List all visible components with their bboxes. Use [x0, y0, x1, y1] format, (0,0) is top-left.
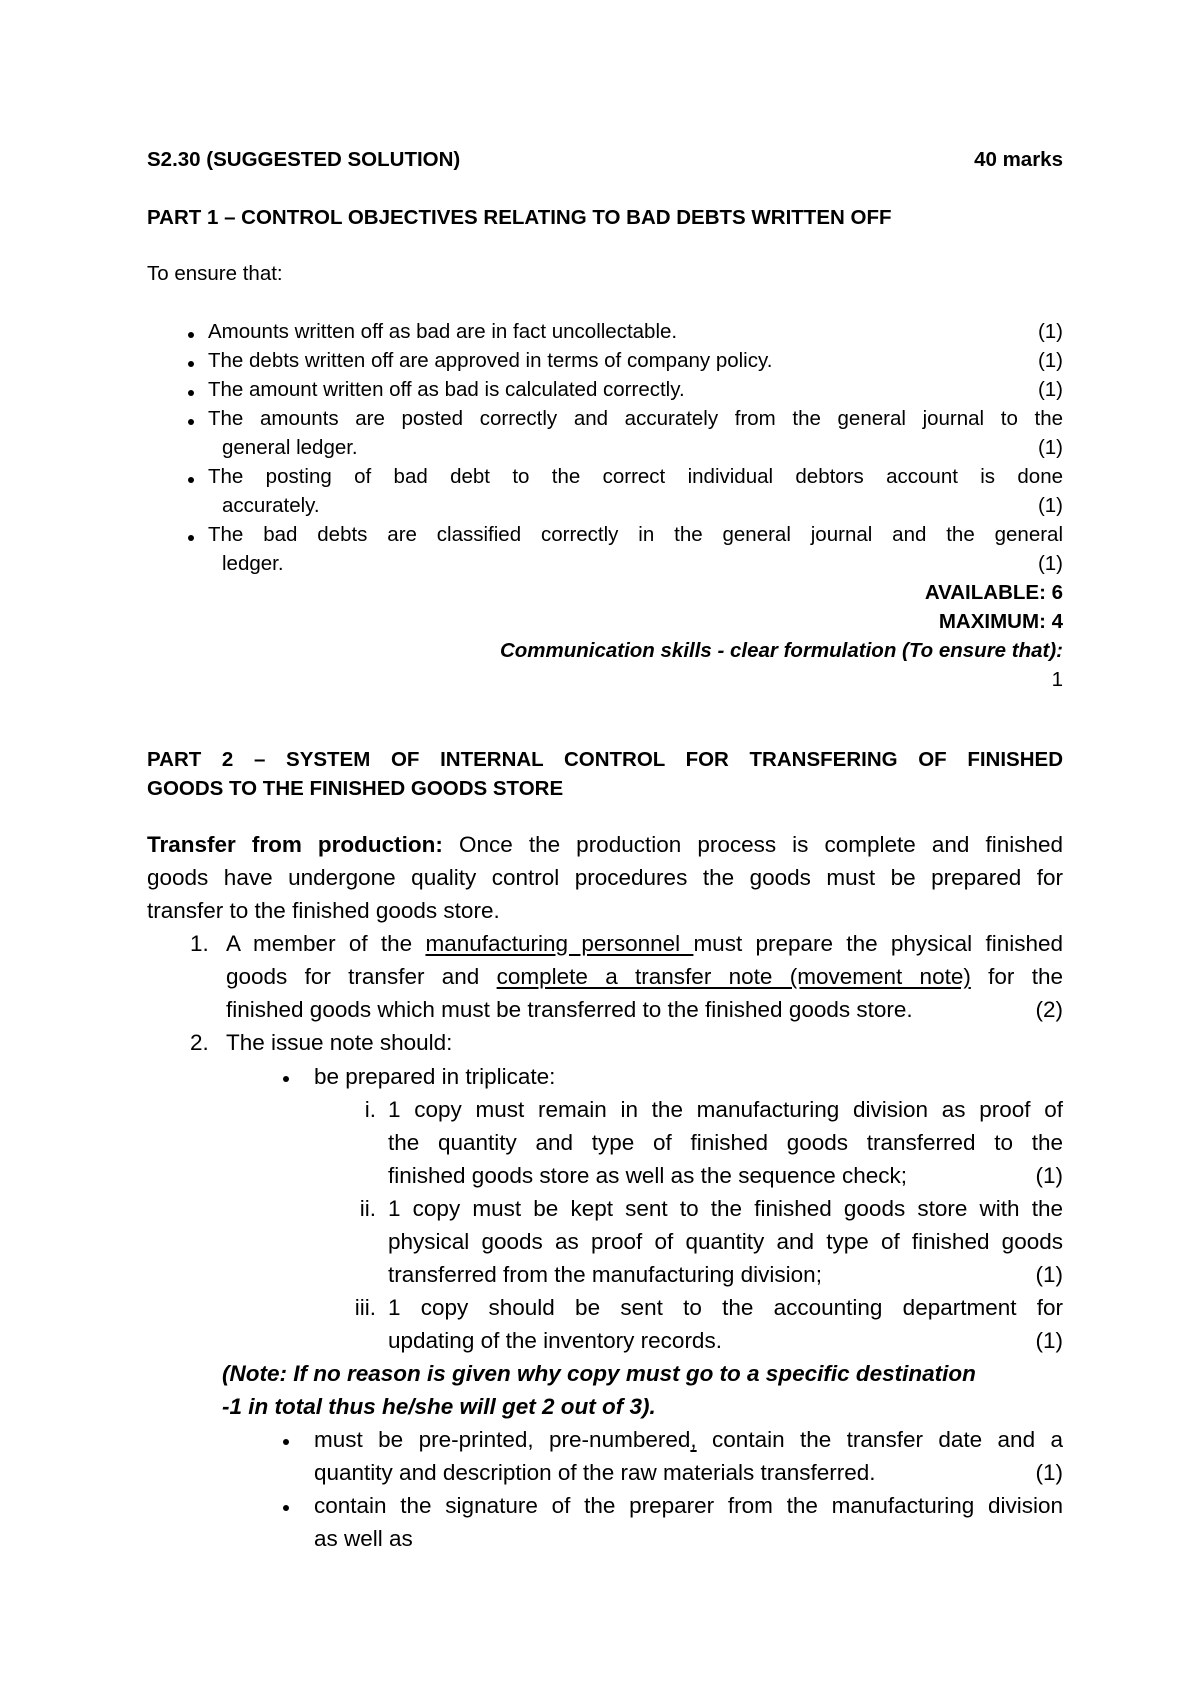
item-text: The debts written off are approved in terms of company policy. [208, 349, 773, 372]
text: A member of the [226, 931, 426, 956]
item-text: The amounts are posted correctly and accurately from the general journal to the [208, 407, 1063, 430]
item-text-cont: the quantity and type of finished goods transferred to the [388, 1130, 1063, 1155]
bullet-icon [283, 1439, 289, 1445]
item-mark: (1) [1035, 1262, 1063, 1287]
bullet-icon [188, 535, 194, 541]
sub-bullet-text-cont: quantity and description of the raw materials transferred. [314, 1460, 876, 1485]
item-text-cont: transferred from the manufacturing division; [388, 1262, 822, 1287]
part2-heading-cont: GOODS TO THE FINISHED GOODS STORE [147, 777, 564, 800]
transfer-text: Once the production process is complete and finished [458, 832, 1064, 857]
step-1-line3: finished goods which must be transferred to the finished goods store. [226, 997, 913, 1022]
item-mark: (1) [1037, 320, 1063, 343]
transfer-paragraph-line3: transfer to the finished goods store. [147, 898, 500, 923]
item-text-cont: general ledger. [222, 436, 358, 459]
item-mark: (1) [1037, 494, 1063, 517]
item-text: 1 copy must remain in the manufacturing division as proof of [388, 1097, 1063, 1122]
item-mark: (1) [1035, 1163, 1063, 1188]
item-text-cont: finished goods store as well as the sequence check; [388, 1163, 908, 1188]
item-mark: (1) [1037, 552, 1063, 575]
transfer-paragraph-line2: goods have undergone quality control procedures the goods must be prepared for [147, 865, 1063, 890]
bullet-icon [188, 332, 194, 338]
sub-bullet-text: contain the signature of the preparer from the manufacturing division [314, 1493, 1063, 1518]
step-2-text: The issue note should: [226, 1030, 453, 1055]
marking-note-cont: -1 in total thus he/she will get 2 out of 3). [222, 1394, 656, 1419]
item-text: The posting of bad debt to the correct individual debtors account is done [208, 465, 1063, 488]
sub-bullet-text-cont: as well as [314, 1526, 413, 1551]
text: contain the transfer date and a [696, 1427, 1063, 1452]
bullet-icon [188, 390, 194, 396]
transfer-paragraph-line1 [147, 834, 1063, 857]
transfer-label: Transfer from production: [147, 832, 443, 857]
roman-number: i. [364, 1097, 376, 1122]
text: must prepare the physical finished [693, 931, 1063, 956]
step-mark: (2) [1035, 997, 1063, 1022]
question-code: S2.30 (SUGGESTED SOLUTION) [147, 148, 461, 171]
item-text: The amount written off as bad is calculated correctly. [208, 378, 685, 401]
item-mark: (1) [1037, 349, 1063, 372]
communication-skills: Communication skills - clear formulation (To ensure that): [499, 639, 1063, 662]
item-text-cont: accurately. [222, 494, 320, 517]
item-mark: (1) [1035, 1460, 1063, 1485]
item-text-cont: ledger. [222, 552, 284, 575]
part1-intro: To ensure that: [147, 262, 283, 285]
text: goods for transfer and [226, 964, 497, 989]
sub-bullet-text: be prepared in triplicate: [314, 1064, 556, 1089]
part2-heading: PART 2 – SYSTEM OF INTERNAL CONTROL FOR TRANSFERING OF FINISHED [147, 748, 1063, 771]
step-1-line2 [226, 966, 1063, 989]
item-mark: (1) [1037, 436, 1063, 459]
bullet-icon [283, 1076, 289, 1082]
total-marks: 40 marks [974, 148, 1063, 171]
step-number: 1. [190, 931, 209, 956]
underlined-text: manufacturing personnel [425, 931, 694, 956]
bullet-icon [188, 361, 194, 367]
marking-note: (Note: If no reason is given why copy must go to a specific destination [222, 1361, 976, 1386]
communication-mark: 1 [1051, 668, 1063, 691]
item-text: 1 copy should be sent to the accounting department for [388, 1295, 1063, 1320]
step-number: 2. [190, 1030, 209, 1055]
sub-bullet-text [314, 1429, 1063, 1452]
text: for the [970, 964, 1063, 989]
underlined-text: , [690, 1427, 697, 1452]
item-text: The bad debts are classified correctly in the general journal and the general [208, 523, 1063, 546]
available-marks: AVAILABLE: 6 [924, 581, 1063, 604]
item-text-cont: updating of the inventory records. [388, 1328, 722, 1353]
bullet-icon [188, 477, 194, 483]
bullet-icon [283, 1505, 289, 1511]
step-1-line1 [226, 933, 1063, 956]
underlined-text: complete a transfer note (movement note) [496, 964, 971, 989]
roman-number: ii. [359, 1196, 376, 1221]
item-text: 1 copy must be kept sent to the finished goods store with the [388, 1196, 1063, 1221]
text: must be pre-printed, pre-numbered [314, 1427, 691, 1452]
item-mark: (1) [1037, 378, 1063, 401]
bullet-icon [188, 419, 194, 425]
item-text: Amounts written off as bad are in fact uncollectable. [208, 320, 678, 343]
maximum-marks: MAXIMUM: 4 [938, 610, 1063, 633]
roman-number: iii. [354, 1295, 376, 1320]
part1-heading: PART 1 – CONTROL OBJECTIVES RELATING TO BAD DEBTS WRITTEN OFF [147, 206, 892, 229]
item-text-cont: physical goods as proof of quantity and type of finished goods [388, 1229, 1063, 1254]
item-mark: (1) [1035, 1328, 1063, 1353]
